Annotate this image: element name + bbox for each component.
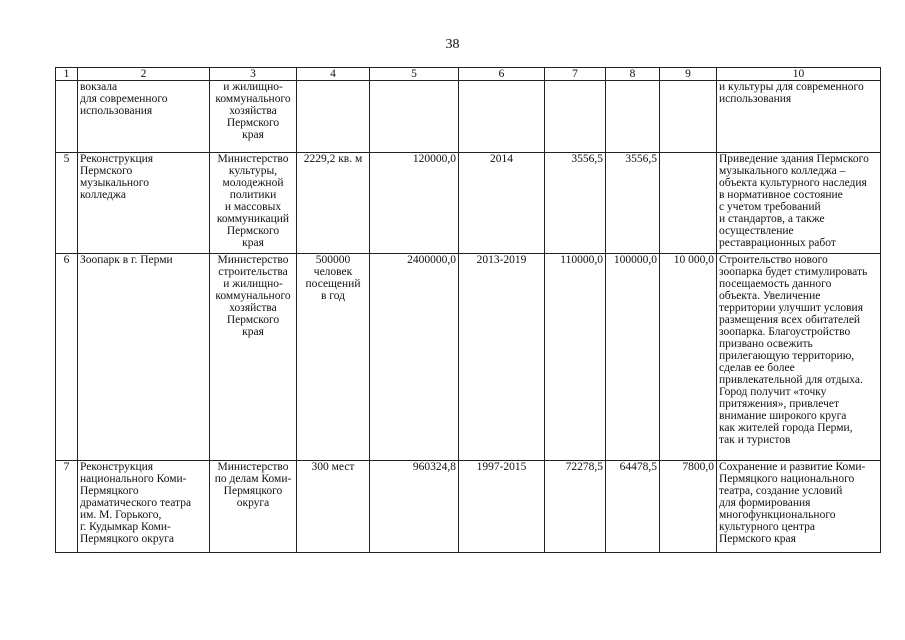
object-name: Реконструкция Пермского музыкального колледжа xyxy=(78,153,210,254)
value-col7 xyxy=(545,81,606,153)
row-number: 5 xyxy=(56,153,78,254)
capacity: 2229,2 кв. м xyxy=(297,153,370,254)
column-header: 4 xyxy=(297,68,370,81)
responsible-body: Министерство культуры, молодежной политики и массовых коммуникаций Пермского края xyxy=(210,153,297,254)
responsible-body: и жилищно- коммунального хозяйства Пермского края xyxy=(210,81,297,153)
period xyxy=(459,81,545,153)
responsible-body: Министерство по делам Коми- Пермяцкого округа xyxy=(210,461,297,553)
value-col7: 3556,5 xyxy=(545,153,606,254)
column-header: 10 xyxy=(717,68,881,81)
column-header: 5 xyxy=(370,68,459,81)
responsible-body: Министерство строительства и жилищно- коммунального хозяйства Пермского края xyxy=(210,254,297,461)
period: 1997-2015 xyxy=(459,461,545,553)
table-row xyxy=(56,254,881,461)
row-number: 7 xyxy=(56,461,78,553)
value-col8: 100000,0 xyxy=(606,254,660,461)
value-col7: 110000,0 xyxy=(545,254,606,461)
value-col7: 72278,5 xyxy=(545,461,606,553)
total-cost xyxy=(370,81,459,153)
value-col9 xyxy=(660,81,717,153)
projects-table xyxy=(55,67,881,553)
object-name: Зоопарк в г. Перми xyxy=(78,254,210,461)
total-cost: 120000,0 xyxy=(370,153,459,254)
total-cost: 2400000,0 xyxy=(370,254,459,461)
value-col8 xyxy=(606,81,660,153)
description: Приведение здания Пермского музыкального колледжа – объекта культурного наследия в нормативное состояние с учетом требований и стандартов, а также осуществление реставрационных работ xyxy=(717,153,881,254)
column-header: 6 xyxy=(459,68,545,81)
period: 2014 xyxy=(459,153,545,254)
object-name: Реконструкция национального Коми- Пермяцкого драматического театра им. М. Горького, г. Кудымкар Коми- Пермяцкого округа xyxy=(78,461,210,553)
value-col9: 10 000,0 xyxy=(660,254,717,461)
table-header-row xyxy=(56,68,881,81)
value-col8: 64478,5 xyxy=(606,461,660,553)
total-cost: 960324,8 xyxy=(370,461,459,553)
column-header: 7 xyxy=(545,68,606,81)
value-col8: 3556,5 xyxy=(606,153,660,254)
page-number: 38 xyxy=(445,37,460,52)
table-row xyxy=(56,153,881,254)
column-header: 9 xyxy=(660,68,717,81)
description: Сохранение и развитие Коми- Пермяцкого национального театра, создание условий для формирования многофункционального культурного центра Пермского края xyxy=(717,461,881,553)
capacity: 500000 человек посещений в год xyxy=(297,254,370,461)
row-number: 6 xyxy=(56,254,78,461)
object-name: вокзала для современного использования xyxy=(78,81,210,153)
row-number xyxy=(56,81,78,153)
table-row xyxy=(56,461,881,553)
value-col9: 7800,0 xyxy=(660,461,717,553)
column-header: 8 xyxy=(606,68,660,81)
column-header: 1 xyxy=(56,68,78,81)
description: Строительство нового зоопарка будет стимулировать посещаемость данного объекта. Увеличение территории улучшит условия размещения всех обитателей зоопарка. Благоустройство призвано освежить прилегающую территорию, сделав ее более привлекательной для отдыха. Город получит «точку притяжения», привлечет внимание широкого круга как жителей города Перми, так и туристов xyxy=(717,254,881,461)
value-col9 xyxy=(660,153,717,254)
capacity: 300 мест xyxy=(297,461,370,553)
capacity xyxy=(297,81,370,153)
table-row xyxy=(56,81,881,153)
column-header: 2 xyxy=(78,68,210,81)
description: и культуры для современного использования xyxy=(717,81,881,153)
period: 2013-2019 xyxy=(459,254,545,461)
column-header: 3 xyxy=(210,68,297,81)
